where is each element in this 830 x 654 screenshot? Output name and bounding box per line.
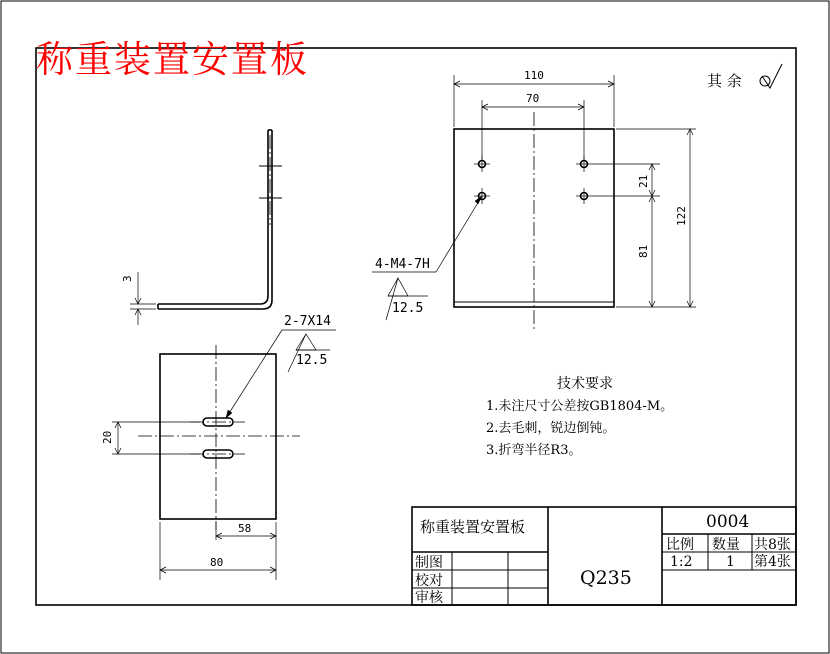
title-block-scale-label: 比例 — [666, 537, 694, 553]
title-block-qty-label: 数量 — [712, 537, 740, 553]
front-hole-width-dim: 70 — [526, 92, 540, 105]
bottom-hole-callout: 2-7X14 — [284, 314, 331, 329]
thread-callout: 4-M4-7H — [375, 257, 430, 272]
bottom-view — [101, 314, 336, 580]
front-hole-offset-dim: 81 — [637, 244, 650, 258]
bottom-roughness-value: 12.5 — [296, 353, 328, 368]
title-block-drawing-no: 0004 — [706, 512, 750, 532]
title-block — [412, 507, 796, 606]
check-roughness-icon — [760, 64, 782, 88]
tech-req-item: 3.折弯半径R3。 — [486, 443, 582, 458]
side-thickness-dim: 3 — [121, 275, 134, 282]
title-block-sheets-total: 共8张 — [754, 537, 791, 553]
bottom-height-dim: 20 — [101, 430, 114, 444]
side-view — [121, 130, 282, 325]
title-block-approved-label: 审核 — [415, 590, 443, 606]
front-view — [372, 69, 696, 330]
bottom-inner-width-dim: 58 — [238, 522, 252, 535]
title-block-part-name: 称重装置安置板 — [420, 518, 526, 536]
surface-finish-note — [707, 64, 782, 90]
drawing-title: 称重装置安置板 — [36, 38, 309, 81]
drawing-frame — [36, 48, 796, 605]
front-total-width-dim: 110 — [524, 69, 544, 82]
title-block-qty-value: 1 — [726, 554, 735, 570]
front-roughness-value: 12.5 — [392, 301, 424, 316]
front-hole-spacing-dim: 21 — [637, 174, 650, 188]
front-total-height-dim: 122 — [675, 206, 688, 226]
tech-req-heading: 技术要求 — [557, 376, 613, 392]
surface-finish-label: 其 余 — [707, 72, 742, 90]
technical-requirements — [486, 375, 673, 458]
tech-req-item: 2.去毛刺，锐边倒钝。 — [486, 421, 616, 436]
title-block-sheet-no: 第4张 — [754, 554, 791, 570]
title-block-checked-label: 校对 — [415, 573, 443, 589]
title-block-drawn-label: 制图 — [415, 555, 443, 571]
hole-bottom-right — [576, 188, 592, 204]
bottom-total-width-dim: 80 — [210, 556, 224, 569]
title-block-material: Q235 — [580, 567, 632, 589]
title-block-scale-value: 1:2 — [670, 554, 693, 570]
tech-req-item: 1.未注尺寸公差按GB1804-M。 — [486, 399, 674, 414]
